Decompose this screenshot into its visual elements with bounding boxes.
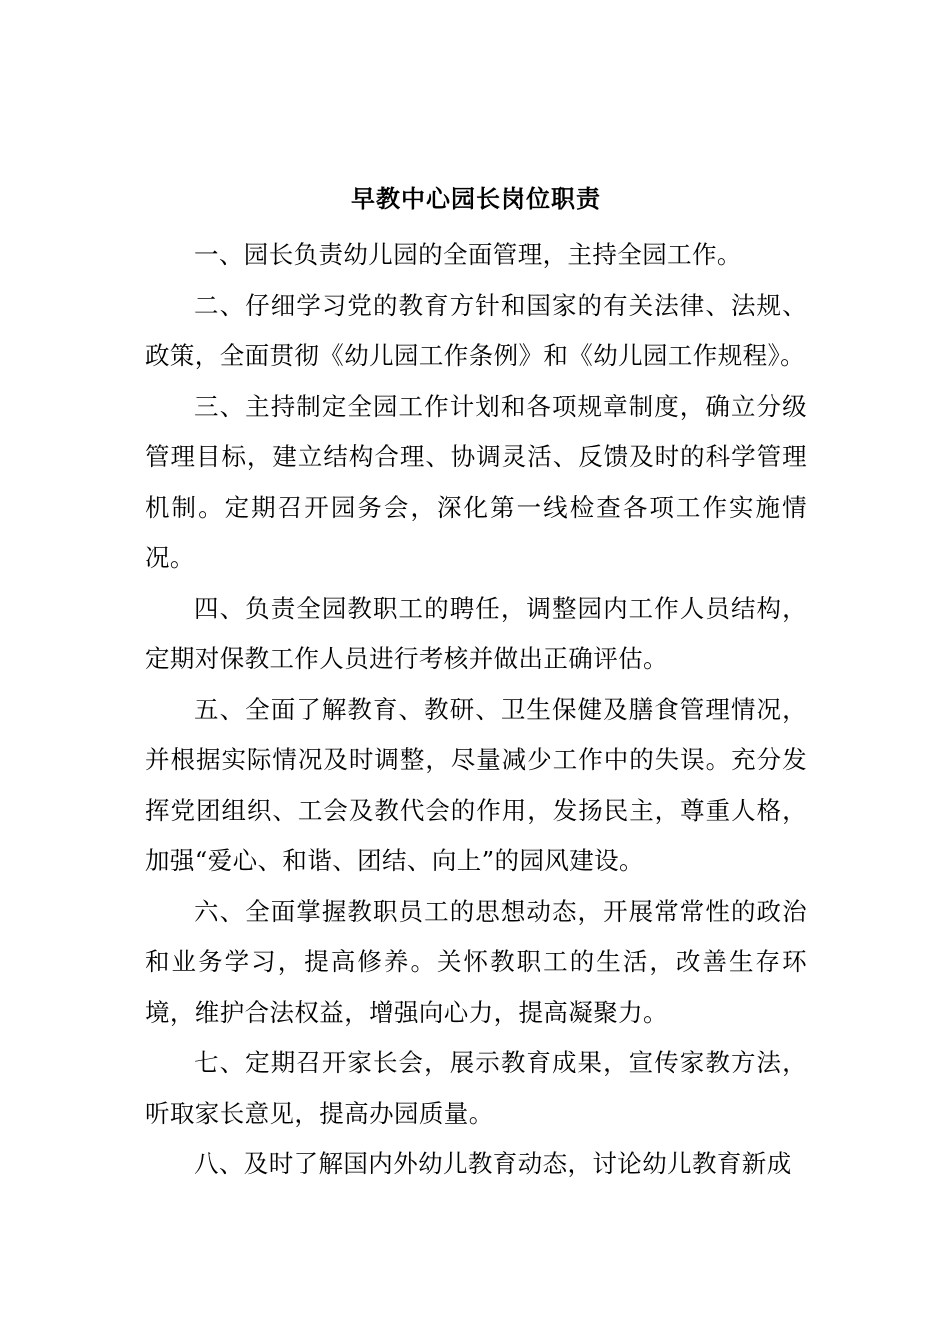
document-title: 早教中心园长岗位职责 xyxy=(351,184,601,213)
paragraph-1: 一、园长负责幼儿园的全面管理，主持全园工作。 xyxy=(194,240,742,269)
paragraph-6: 六、全面掌握教职员工的思想动态，开展常常性的政治和业务学习，提高修养。关怀教职工的生活，改善生存环境，维护合法权益，增强向心力，提高凝聚力。 xyxy=(145,896,807,1027)
paragraph-4: 四、负责全园教职工的聘任，调整园内工作人员结构，定期对保教工作人员进行考核并做出正确评估。 xyxy=(145,593,807,673)
document-page xyxy=(145,182,807,1190)
paragraph-2: 二、仔细学习党的教育方针和国家的有关法律、法规、政策，全面贯彻《幼儿园工作条例》和《幼儿园工作规程》。 xyxy=(145,290,807,370)
paragraph-3: 三、主持制定全园工作计划和各项规章制度，确立分级管理目标，建立结构合理、协调灵活、反馈及时的科学管理机制。定期召开园务会，深化第一线检查各项工作实施情况。 xyxy=(145,391,807,572)
paragraph-5: 五、全面了解教育、教研、卫生保健及膳食管理情况，并根据实际情况及时调整，尽量减少工作中的失误。充分发挥党团组织、工会及教代会的作用，发扬民主，尊重人格，加强“爱心、和谐、团结、向上”的园风建设。 xyxy=(145,694,807,875)
paragraph-7: 七、定期召开家长会，展示教育成果，宣传家教方法，听取家长意见，提高办园质量。 xyxy=(145,1048,807,1128)
paragraph-8: 八、及时了解国内外幼儿教育动态，讨论幼儿教育新成 xyxy=(194,1149,792,1178)
